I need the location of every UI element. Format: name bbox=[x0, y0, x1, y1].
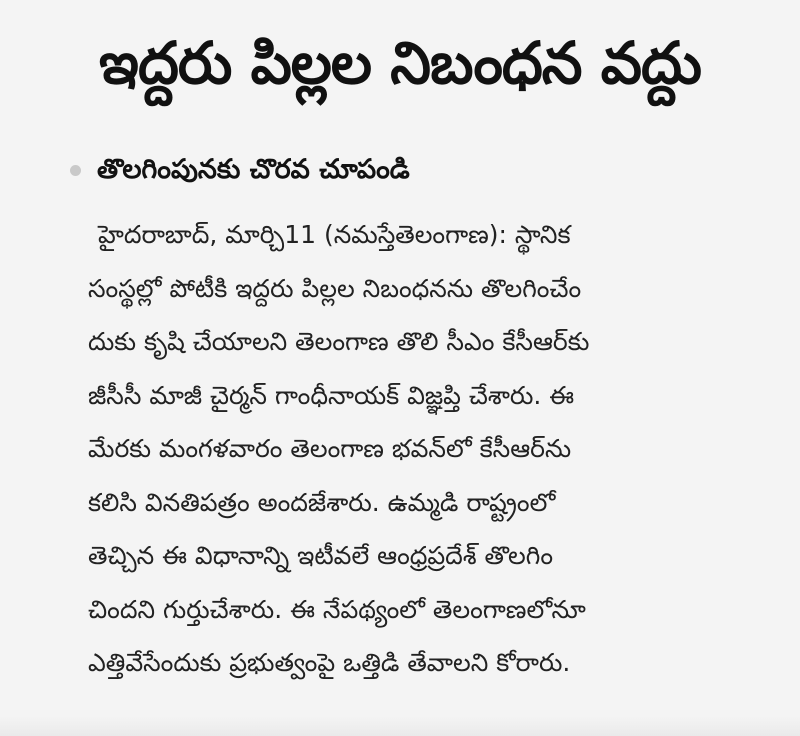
headline: ఇద్దరు పిల్లల నిబంధన వద్దు bbox=[99, 29, 701, 97]
body-line: ఎత్తివేసేందుకు ప్రభుత్వంపై ఒత్తిడి తేవాలని కోరారు. bbox=[88, 648, 571, 677]
body-line: దుకు కృషి చేయాలని తెలంగాణ తొలి సీఎం కేసీఆర్‌కు bbox=[88, 327, 590, 356]
body-line: మేరకు మంగళవారం తెలంగాణ భవన్‌లో కేసీఆర్‌ను bbox=[88, 434, 572, 463]
body-line: జీసీసీ మాజీ చైర్మన్ గాంధీనాయక్ విజ్ఞప్తి చేశారు. ఈ bbox=[88, 380, 575, 410]
body-line: కలిసి వినతిపత్రం అందజేశారు. ఉమ్మడి రాష్ట్రంలో bbox=[88, 487, 556, 517]
subheadline bbox=[70, 150, 410, 190]
article-body bbox=[88, 208, 778, 690]
body-line: తెచ్చిన ఈ విధానాన్ని ఇటీవలే ఆంధ్రప్రదేశ్ తొలగిం bbox=[88, 541, 554, 570]
bottom-edge bbox=[0, 716, 800, 736]
body-line: హైదరాబాద్, మార్చి11 (నమస్తేతెలంగాణ): స్థానిక bbox=[98, 220, 571, 249]
subheadline-text: తొలగింపునకు చొరవ చూపండి bbox=[97, 154, 410, 185]
body-line: చిందని గుర్తుచేశారు. ఈ నేపథ్యంలో తెలంగాణలోనూ bbox=[88, 594, 586, 624]
body-line: సంస్థల్లో పోటీకి ఇద్దరు పిల్లల నిబంధనను తొలగించేం bbox=[88, 273, 582, 303]
bullet-icon bbox=[70, 165, 81, 176]
